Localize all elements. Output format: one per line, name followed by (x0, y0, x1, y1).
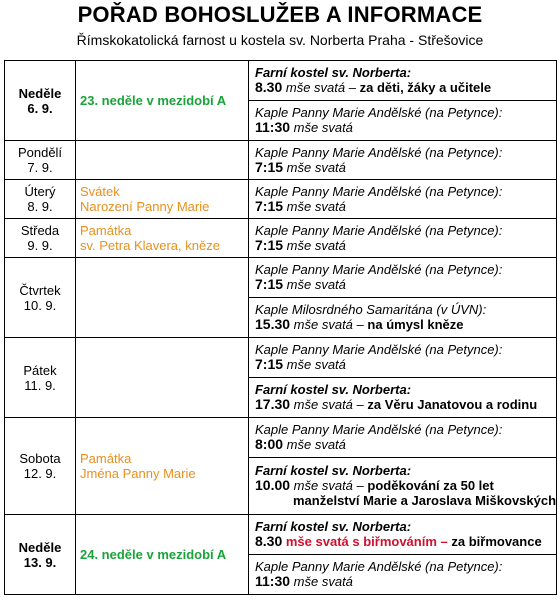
place-label: Kaple Panny Marie Andělské (na Petynce): (255, 144, 503, 160)
day-name: Pondělí (17, 145, 63, 160)
day-cell (5, 180, 76, 219)
dash: – (356, 397, 364, 412)
service-cell (249, 298, 557, 338)
intention-note: za děti, žáky a učitele (359, 80, 492, 95)
place-label: Kaple Milosrdného Samaritána (v ÚVN): (255, 302, 487, 317)
day-cell (5, 61, 76, 141)
service-time: 8:00 (255, 436, 284, 453)
feast-cell (76, 141, 249, 180)
service-time: 7:15 (255, 236, 284, 253)
intention-note-continued: manželství Marie a Jaroslava Miškovských (293, 493, 557, 509)
service-time: 7:15 (255, 276, 284, 292)
dash: – (348, 80, 356, 95)
mass-label: mše svatá (286, 277, 346, 292)
mass-label: mše svatá (293, 120, 353, 135)
service-cell (249, 141, 557, 180)
service-cell (249, 378, 557, 418)
place-label: Kaple Panny Marie Andělské (na Petynce): (255, 559, 503, 574)
service-time: 10.00 (255, 477, 291, 494)
mass-label: mše svatá (286, 437, 346, 453)
day-cell (5, 219, 76, 258)
service-cell (249, 555, 557, 595)
place-label: Farní kostel sv. Norberta: (255, 463, 412, 479)
feast-cell (76, 338, 249, 418)
feast-label: Narození Panny Marie (80, 199, 210, 214)
table-row (5, 180, 557, 219)
day-name: Středa (20, 223, 60, 238)
service-time: 15.30 (255, 316, 291, 332)
feast-rank: Památka (80, 451, 132, 466)
table-row (5, 141, 557, 180)
schedule-table (4, 60, 557, 595)
place-label: Kaple Panny Marie Andělské (na Petynce): (255, 222, 503, 238)
place-label: Farní kostel sv. Norberta: (255, 519, 412, 534)
day-date: 9. 9. (27, 238, 53, 253)
table-row (5, 258, 557, 298)
feast-rank: Svátek (80, 184, 120, 199)
mass-label: mše svatá (293, 397, 353, 412)
table-row (5, 61, 557, 101)
confirmation-mass-label: mše svatá s biřmováním – (285, 534, 448, 549)
service-cell (249, 515, 557, 555)
service-cell (249, 418, 557, 458)
day-cell (5, 258, 76, 338)
place-label: Farní kostel sv. Norberta: (255, 382, 412, 397)
place-label: Kaple Panny Marie Andělské (na Petynce): (255, 422, 503, 438)
service-time: 7:15 (255, 356, 284, 372)
day-name: Neděle (18, 539, 62, 555)
day-date: 13. 9. (23, 554, 57, 570)
service-time: 11:30 (255, 119, 291, 135)
feast-cell (76, 258, 249, 338)
service-cell (249, 101, 557, 141)
page-title: POŘAD BOHOSLUŽEB A INFORMACE (77, 2, 483, 27)
service-time: 7:15 (255, 158, 284, 175)
place-label: Farní kostel sv. Norberta: (255, 65, 412, 80)
service-cell (249, 61, 557, 101)
place-label: Kaple Panny Marie Andělské (na Petynce): (255, 342, 503, 357)
mass-label: mše svatá (293, 574, 353, 589)
day-name: Sobota (19, 451, 61, 466)
day-date: 6. 9. (27, 100, 53, 116)
day-name: Úterý (24, 184, 56, 199)
service-time: 8.30 (255, 533, 283, 549)
table-row (5, 338, 557, 378)
mass-label: mše svatá (286, 357, 346, 372)
service-cell (249, 258, 557, 298)
service-cell (249, 180, 557, 219)
mass-label: mše svatá (286, 198, 346, 214)
day-date: 8. 9. (27, 199, 53, 214)
feast-cell (76, 61, 249, 141)
table-row (5, 515, 557, 555)
place-label: Kaple Panny Marie Andělské (na Petynce): (255, 183, 503, 199)
intention-note: na úmysl kněze (367, 317, 464, 332)
feast-cell (76, 418, 249, 515)
mass-label: mše svatá (293, 478, 353, 494)
day-name: Čtvrtek (19, 282, 61, 298)
table-row (5, 219, 557, 258)
service-time: 17.30 (255, 396, 291, 412)
feast-label: 24. neděle v mezidobí A (80, 547, 227, 562)
day-cell (5, 141, 76, 180)
table-row (5, 418, 557, 458)
service-cell (249, 458, 557, 515)
place-label: Kaple Panny Marie Andělské (na Petynce): (255, 262, 503, 277)
feast-cell (76, 219, 249, 258)
feast-label: Jména Panny Marie (80, 466, 196, 481)
intention-note: za Věru Janatovou a rodinu (367, 397, 538, 412)
feast-cell (76, 180, 249, 219)
day-date: 12. 9. (23, 466, 57, 481)
day-date: 11. 9. (24, 377, 56, 393)
feast-rank: Památka (80, 223, 132, 238)
mass-label: mše svatá (293, 317, 353, 332)
day-cell (5, 418, 76, 515)
feast-cell (76, 515, 249, 595)
day-cell (5, 515, 76, 595)
intention-note: za biřmovance (451, 534, 542, 549)
day-date: 7. 9. (27, 160, 53, 175)
feast-label: sv. Petra Klavera, kněze (80, 238, 220, 253)
place-label: Kaple Panny Marie Andělské (na Petynce): (255, 105, 503, 120)
service-cell (249, 219, 557, 258)
service-time: 7:15 (255, 197, 284, 214)
day-cell (5, 338, 76, 418)
day-name: Pátek (23, 362, 57, 378)
mass-label: mše svatá (286, 237, 346, 253)
service-time: 11:30 (255, 573, 291, 589)
service-time: 8.30 (255, 79, 283, 95)
intention-note: poděkování za 50 let (367, 478, 494, 494)
day-name: Neděle (18, 85, 62, 101)
mass-label: mše svatá (285, 80, 346, 95)
dash: – (356, 478, 364, 494)
mass-label: mše svatá (286, 159, 346, 175)
service-cell (249, 338, 557, 378)
feast-label: 23. neděle v mezidobí A (80, 93, 227, 108)
day-date: 10. 9. (23, 297, 57, 313)
parish-subtitle: Římskokatolická farnost u kostela sv. Norberta Praha - Střešovice (76, 32, 484, 48)
dash: – (356, 317, 364, 332)
